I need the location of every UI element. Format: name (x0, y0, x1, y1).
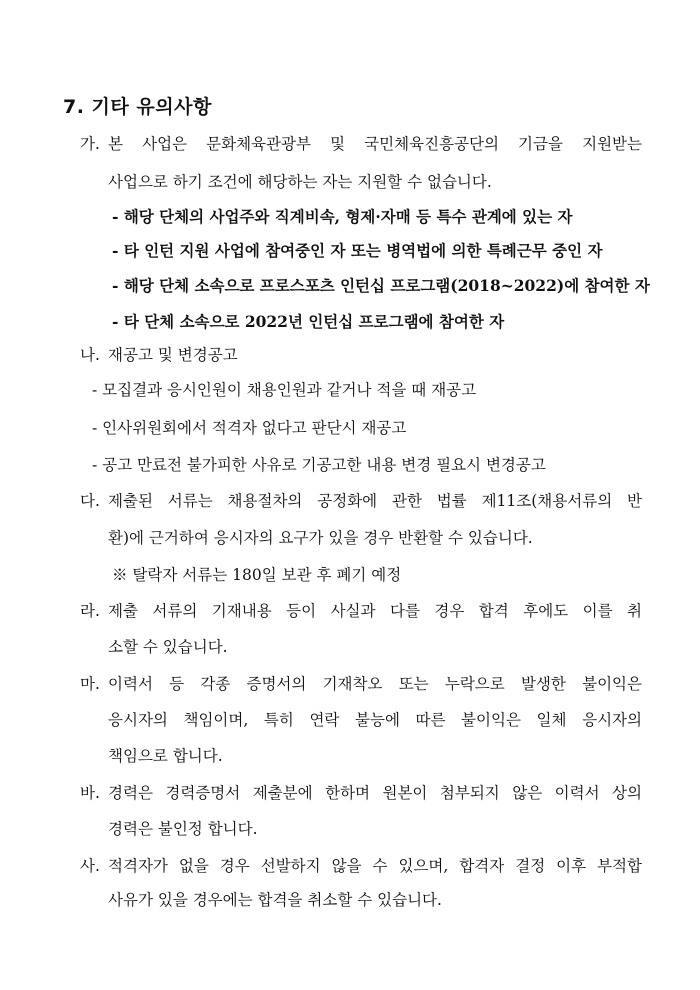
item-ra-line-2 (0, 636, 700, 658)
item-ga-sub-2 (0, 240, 700, 262)
item-na-sub-2 (0, 417, 700, 439)
item-marker: 라. (80, 602, 100, 620)
sub-item: - 타 단체 소속으로 2022년 인턴십 프로그램에 참여한 자 (112, 312, 505, 331)
item-marker: 가. (80, 135, 100, 153)
item-marker: 바. (80, 784, 100, 802)
item-text: 책임으로 합니다. (108, 747, 223, 765)
item-ga-line-1 (0, 133, 700, 155)
sub-item: - 공고 만료전 불가피한 사유로 기공고한 내용 변경 필요시 변경공고 (92, 456, 546, 474)
item-sa-line-2 (0, 889, 700, 911)
item-ba-line-1 (0, 782, 700, 804)
item-ga-sub-1 (0, 206, 700, 228)
item-da-line-1 (0, 490, 700, 512)
note-text: ※ 탈락자 서류는 180일 보관 후 폐기 예정 (112, 566, 402, 584)
item-text: 제출 서류의 기재내용 등이 사실과 다를 경우 합격 후에도 이를 취 (108, 602, 642, 620)
item-na-sub-3 (0, 454, 700, 476)
item-na-line-1 (0, 344, 700, 366)
section-title: 7. 기타 유의사항 (63, 96, 212, 118)
item-ga-line-2 (0, 171, 700, 193)
item-ma-line-3 (0, 745, 700, 767)
item-ma-line-1 (0, 673, 700, 695)
item-ba-line-2 (0, 818, 700, 840)
item-marker: 다. (80, 492, 100, 510)
item-text: 소할 수 있습니다. (108, 638, 228, 656)
sub-item: - 타 인턴 지원 사업에 참여중인 자 또는 병역법에 의한 특례근무 중인 자 (112, 241, 603, 260)
item-na-sub-1 (0, 379, 700, 401)
item-text: 사유가 있을 경우에는 합격을 취소할 수 있습니다. (108, 891, 442, 909)
item-da-note (0, 564, 700, 586)
item-text: 적격자가 없을 경우 선발하지 않을 수 있으며, 합격자 결정 이후 부적합 (108, 857, 642, 875)
item-text: 사업으로 하기 조건에 해당하는 자는 지원할 수 없습니다. (108, 173, 492, 191)
item-ra-line-1 (0, 600, 700, 622)
item-text: 재공고 및 변경공고 (108, 346, 238, 364)
sub-item: - 인사위원회에서 적격자 없다고 판단시 재공고 (92, 419, 407, 437)
item-text: 응시자의 책임이며, 특히 연락 불능에 따른 불이익은 일체 응시자의 (108, 711, 642, 729)
item-ga-sub-4 (0, 311, 700, 333)
item-marker: 마. (80, 675, 100, 693)
item-text: 이력서 등 각종 증명서의 기재착오 또는 누락으로 발생한 불이익은 (108, 675, 642, 693)
item-da-line-2 (0, 527, 700, 549)
item-text: 경력은 불인정 합니다. (108, 820, 258, 838)
item-text: 환)에 근거하여 응시자의 요구가 있을 경우 반환할 수 있습니다. (108, 529, 533, 547)
item-marker: 나. (80, 346, 100, 364)
sub-item: - 모집결과 응시인원이 채용인원과 같거나 적을 때 재공고 (92, 381, 477, 399)
sub-item: - 해당 단체의 사업주와 직계비속, 형제·자매 등 특수 관계에 있는 자 (112, 207, 573, 226)
sub-item: - 해당 단체 소속으로 프로스포츠 인턴십 프로그램(2018~2022)에 참여한 자 (112, 276, 650, 295)
item-sa-line-1 (0, 855, 700, 877)
item-marker: 사. (80, 857, 100, 875)
item-text: 경력은 경력증명서 제출분에 한하며 원본이 첨부되지 않은 이력서 상의 (108, 784, 642, 802)
item-text: 본 사업은 문화체육관광부 및 국민체육진흥공단의 기금을 지원받는 (108, 135, 642, 153)
item-ma-line-2 (0, 709, 700, 731)
item-text: 제출된 서류는 채용절차의 공정화에 관한 법률 제11조(채용서류의 반 (108, 492, 642, 510)
item-ga-sub-3 (0, 275, 700, 297)
